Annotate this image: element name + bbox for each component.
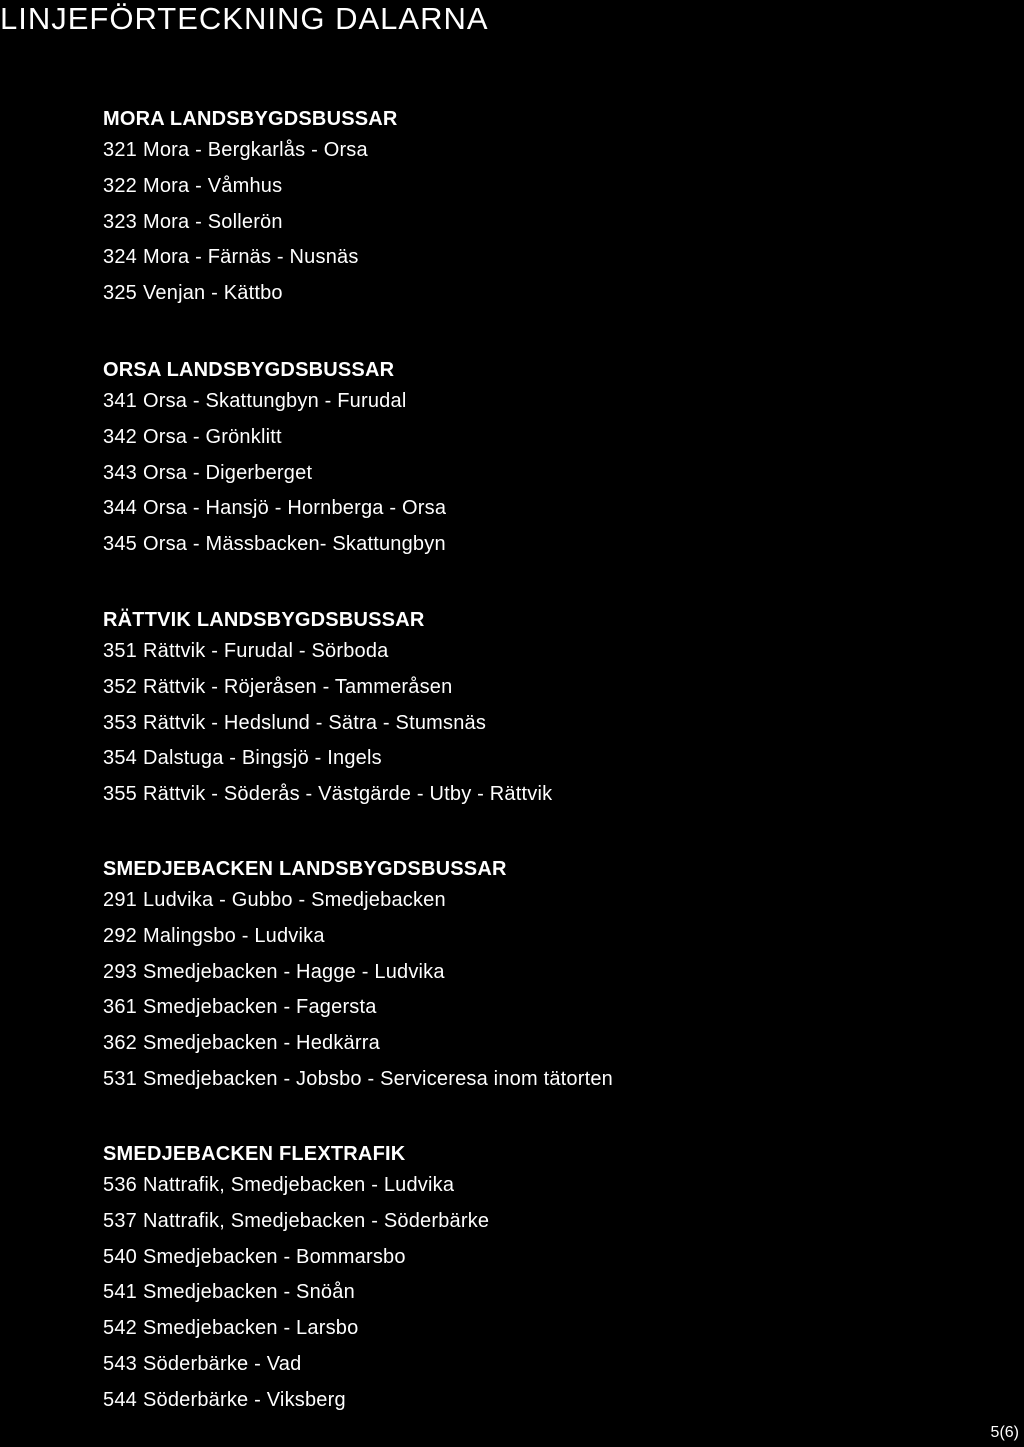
route-name: Rättvik - Furudal - Sörboda xyxy=(142,640,389,662)
route-number: 543 xyxy=(103,1352,137,1375)
route-number: 292 xyxy=(103,924,137,947)
route-name: Rättvik - Hedslund - Sätra - Stumsnäs xyxy=(142,711,487,734)
route-item xyxy=(103,706,552,742)
section-heading: SMEDJEBACKEN LANDSBYGDSBUSSAR xyxy=(103,858,507,880)
section-mora xyxy=(103,105,398,312)
route-name: Smedjebacken - Fagersta xyxy=(142,996,377,1019)
route-number: 324 xyxy=(103,246,137,269)
route-item xyxy=(103,491,446,527)
route-item xyxy=(103,1383,489,1419)
route-item xyxy=(103,240,398,276)
route-item xyxy=(103,883,613,919)
route-number: 322 xyxy=(103,174,137,197)
route-number: 341 xyxy=(103,390,137,412)
route-name: Smedjebacken - Snöån xyxy=(142,1281,355,1304)
route-item xyxy=(103,1204,489,1240)
route-item xyxy=(103,420,446,456)
route-name: Söderbärke - Vad xyxy=(142,1352,302,1375)
page-number: 5(6) xyxy=(990,1424,1019,1441)
route-item xyxy=(103,777,552,813)
route-name: Malingsbo - Ludvika xyxy=(142,924,325,947)
route-number: 343 xyxy=(103,461,137,484)
section-heading: RÄTTVIK LANDSBYGDSBUSSAR xyxy=(103,609,425,631)
section-heading: MORA LANDSBYGDSBUSSAR xyxy=(103,108,398,130)
route-name: Orsa - Grönklitt xyxy=(142,425,282,448)
route-name: Venjan - Kättbo xyxy=(142,282,283,305)
route-number: 544 xyxy=(103,1388,137,1411)
route-name: Orsa - Digerberget xyxy=(142,461,313,484)
route-list xyxy=(103,883,613,1098)
route-item xyxy=(103,919,613,955)
section-heading: ORSA LANDSBYGDSBUSSAR xyxy=(103,359,395,381)
route-number: 362 xyxy=(103,1032,137,1055)
route-item xyxy=(103,741,552,777)
route-item xyxy=(103,990,613,1026)
section-rattvik xyxy=(103,606,552,813)
route-name: Smedjebacken - Jobsbo - Serviceresa inom tätorten xyxy=(142,1067,614,1090)
route-item xyxy=(103,1347,489,1383)
page-title: LINJEFÖRTECKNING DALARNA xyxy=(0,1,489,36)
route-number: 353 xyxy=(103,711,137,734)
route-number: 351 xyxy=(103,640,137,662)
route-name: Söderbärke - Viksberg xyxy=(142,1388,346,1411)
route-item xyxy=(103,205,398,241)
route-number: 537 xyxy=(103,1209,137,1232)
route-list xyxy=(103,1168,489,1419)
route-list xyxy=(103,384,446,563)
route-name: Smedjebacken - Larsbo xyxy=(142,1317,359,1340)
route-name: Orsa - Skattungbyn - Furudal xyxy=(142,390,407,412)
section-heading: SMEDJEBACKEN FLEXTRAFIK xyxy=(103,1143,406,1165)
route-name: Orsa - Hansjö - Hornberga - Orsa xyxy=(142,497,447,520)
route-name: Ludvika - Gubbo - Smedjebacken xyxy=(142,889,446,911)
route-number: 354 xyxy=(103,747,137,770)
route-item xyxy=(103,1275,489,1311)
route-item xyxy=(103,670,552,706)
route-number: 536 xyxy=(103,1174,137,1196)
route-number: 345 xyxy=(103,533,137,556)
route-name: Smedjebacken - Hedkärra xyxy=(142,1032,380,1055)
route-number: 531 xyxy=(103,1067,137,1090)
route-name: Rättvik - Röjeråsen - Tammeråsen xyxy=(142,675,453,698)
route-number: 291 xyxy=(103,889,137,911)
route-number: 352 xyxy=(103,675,137,698)
route-number: 293 xyxy=(103,960,137,983)
route-item xyxy=(103,276,398,312)
route-name: Mora - Bergkarlås - Orsa xyxy=(142,139,368,161)
route-item xyxy=(103,527,446,563)
route-number: 325 xyxy=(103,282,137,305)
route-number: 542 xyxy=(103,1317,137,1340)
route-list xyxy=(103,634,552,813)
route-item xyxy=(103,1240,489,1276)
section-orsa xyxy=(103,356,446,563)
route-item xyxy=(103,1026,613,1062)
route-number: 323 xyxy=(103,210,137,233)
route-item xyxy=(103,634,552,670)
route-item xyxy=(103,1062,613,1098)
route-name: Rättvik - Söderås - Västgärde - Utby - Rättvik xyxy=(142,783,553,806)
route-item xyxy=(103,1168,489,1204)
section-smedjebacken-flextrafik xyxy=(103,1140,489,1419)
route-number: 342 xyxy=(103,425,137,448)
route-number: 361 xyxy=(103,996,137,1019)
route-item xyxy=(103,384,446,420)
route-list xyxy=(103,133,398,312)
route-name: Nattrafik, Smedjebacken - Söderbärke xyxy=(142,1209,490,1232)
route-name: Mora - Färnäs - Nusnäs xyxy=(142,246,359,269)
route-name: Mora - Sollerön xyxy=(142,210,283,233)
route-name: Smedjebacken - Hagge - Ludvika xyxy=(142,960,445,983)
route-number: 344 xyxy=(103,497,137,520)
route-name: Orsa - Mässbacken- Skattungbyn xyxy=(142,533,446,556)
route-item xyxy=(103,169,398,205)
route-name: Mora - Våmhus xyxy=(142,174,283,197)
route-name: Smedjebacken - Bommarsbo xyxy=(142,1245,406,1268)
route-number: 355 xyxy=(103,783,137,806)
route-item xyxy=(103,955,613,991)
section-smedjebacken-landsbygd xyxy=(103,855,613,1098)
route-number: 541 xyxy=(103,1281,137,1304)
route-item xyxy=(103,133,398,169)
route-number: 540 xyxy=(103,1245,137,1268)
route-item xyxy=(103,1311,489,1347)
route-name: Dalstuga - Bingsjö - Ingels xyxy=(142,747,382,770)
route-number: 321 xyxy=(103,139,137,161)
route-item xyxy=(103,456,446,492)
route-name: Nattrafik, Smedjebacken - Ludvika xyxy=(142,1174,455,1196)
